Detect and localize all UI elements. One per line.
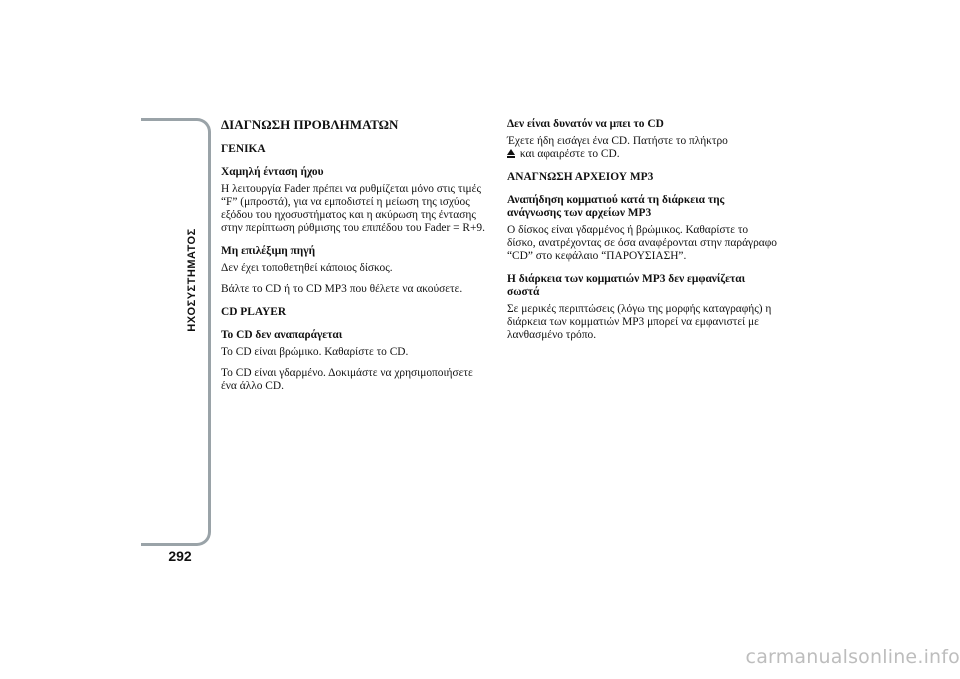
source-text-2: Βάλτε το CD ή το CD MP3 που θέλετε να ακούσετε. — [221, 283, 463, 295]
low-volume-text: Η λειτουργία Fader πρέπει να ρυθμίζεται μόνο στις τιμές “F” (μπροστά), για να εμποδιστεί η μείωση της ισχύος εξόδου του ηχοσυστήματος και η ακύρωση της έντασης στην περίπτωση ρύθμισης του επιπέδου του Fader = R+9. — [221, 183, 485, 234]
mp3-heading: ΑΝΑΓΝΩΣΗ ΑΡΧΕΙΟΥ MP3 — [507, 171, 654, 183]
page-margin-frame — [141, 118, 211, 546]
cd-not-playing-heading: Το CD δεν αναπαράγεται — [221, 329, 343, 341]
cd-insert-text-a: Έχετε ήδη εισάγει ένα CD. Πατήστε το πλήκτρο — [507, 135, 728, 147]
low-volume-heading: Χαμηλή ένταση ήχου — [221, 166, 324, 178]
eject-icon — [507, 149, 515, 158]
cd-insert-heading: Δεν είναι δυνατόν να μπει το CD — [507, 118, 664, 130]
watermark-text: carmanualsonline.info — [745, 646, 960, 668]
section-side-label: ΗΧΟΣΥΣΤΗΜΑΤΟΣ — [186, 228, 198, 332]
mp3-delay-heading: Αναπήδηση κομματιού κατά τη διάρκεια της ανάγνωσης των αρχείων MP3 — [507, 194, 725, 219]
page-title: ΔΙΑΓΝΩΣΗ ΠΡΟΒΛΗΜΑΤΩΝ — [221, 117, 399, 132]
cd-not-playing-text-2: Το CD είναι γδαρμένο. Δοκιμάστε να χρησιμοποιήσετε ένα άλλο CD. — [221, 367, 473, 392]
right-column — [507, 118, 777, 350]
cd-player-heading: CD PLAYER — [221, 306, 287, 318]
source-heading: Μη επιλέξιμη πηγή — [221, 245, 316, 257]
mp3-duration-heading: Η διάρκεια των κομματιών MP3 δεν εμφανίζεται σωστά — [507, 273, 746, 298]
cd-not-playing-text-1: Το CD είναι βρώμικο. Καθαρίστε το CD. — [221, 346, 409, 358]
cd-insert-text — [507, 135, 777, 161]
source-text-1: Δεν έχει τοποθετηθεί κάποιος δίσκος. — [221, 262, 393, 274]
mp3-duration-text: Σε μερικές περιπτώσεις (λόγω της μορφής καταγραφής) η διάρκεια των κομματιών MP3 μπορεί να εμφανιστεί με λανθασμένο τρόπο. — [507, 303, 772, 341]
mp3-delay-text: Ο δίσκος είναι γδαρμένος ή βρώμικος. Καθαρίστε το δίσκο, ανατρέχοντας σε όσα αναφέρονται στην παράγραφο “CD” στο κεφάλαιο “ΠΑΡΟΥΣΙΑΣΗ”. — [507, 224, 777, 262]
general-heading: ΓΕΝΙΚΑ — [221, 143, 266, 155]
page-number: 292 — [168, 548, 192, 564]
cd-insert-text-b: και αφαιρέστε το CD. — [519, 148, 620, 160]
left-column — [221, 118, 491, 401]
